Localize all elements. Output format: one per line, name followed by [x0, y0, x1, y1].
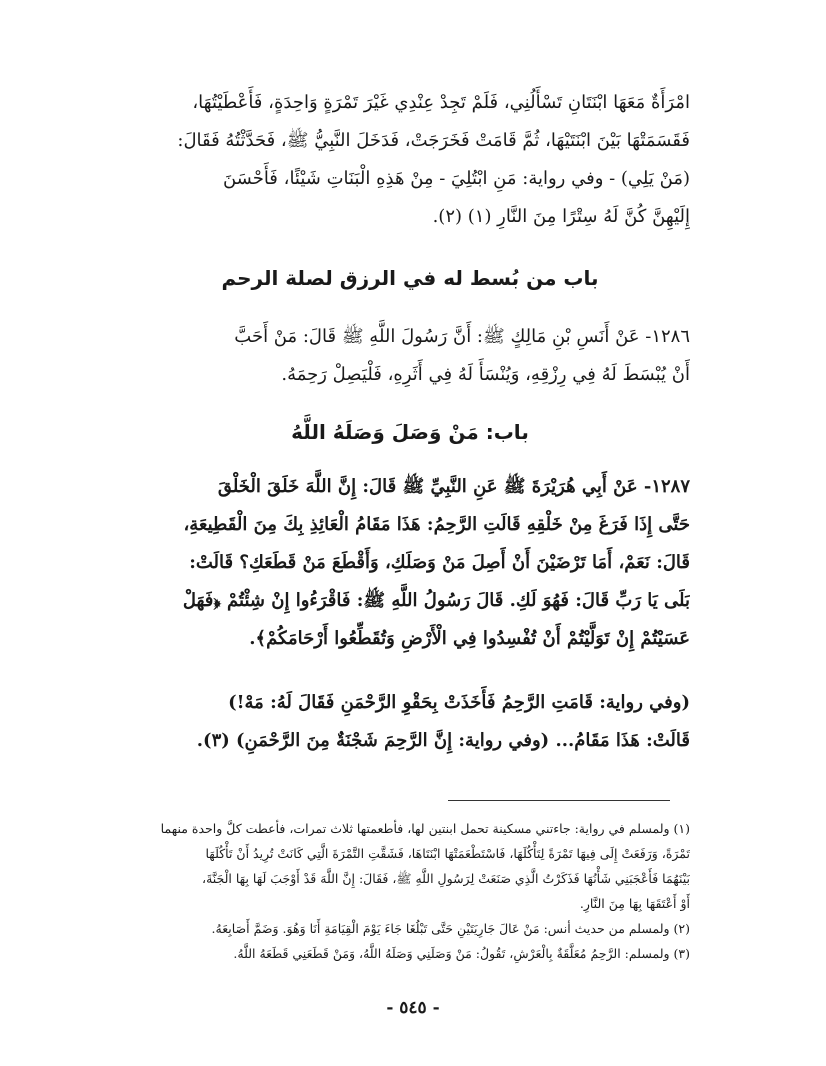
- text-line: ١٢٨٧- عَنْ أَبِي هُرَيْرَةَ ﷺ عَنِ النَّبِيِّ ﷺ قَالَ: إِنَّ اللَّهَ خَلَقَ الْخَلْقَ: [217, 476, 690, 497]
- passage-top: [130, 84, 690, 236]
- footnote-line: بَيْنَهُمَا فَأَعْجَبَنِي شَأْنُهَا فَذَكَرْتُ الَّذِي صَنَعَتْ لِرَسُولِ اللَّهِ ﷺ، فَقَالَ: إِنَّ اللَّهَ قَدْ أَوْجَبَ لَهَا بِهَا الْجَنَّةَ،: [202, 871, 690, 886]
- text-line: عَسَيْتُمْ إِنْ تَوَلَّيْتُمْ أَنْ تُفْسِدُوا فِي الْأَرْضِ وَتُقَطِّعُوا أَرْحَامَكُمْ﴾.: [249, 628, 690, 649]
- hadith-1287-riwaya: [130, 684, 690, 760]
- footnote-line: أَوْ أَعْتَقَهَا بِهَا مِنَ النَّارِ.: [579, 896, 690, 911]
- text-line: بَلَى يَا رَبِّ قَالَ: فَهُوَ لَكِ. قَالَ رَسُولُ اللَّهِ ﷺ: فَاقْرَءُوا إِنْ شِئْتُمْ ﴿فَهَلْ: [182, 590, 690, 611]
- text-line: (وفي رواية: قَامَتِ الرَّحِمُ فَأَخَذَتْ بِحَقْوِ الرَّحْمَنِ فَقَالَ لَهُ: مَهْ!): [228, 692, 690, 713]
- footnote-line: (٣) ولمسلم: الرَّحِمُ مُعَلَّقَةٌ بِالْعَرْشِ، تَقُولُ: مَنْ وَصَلَنِي وَصَلَهُ اللَّهُ، وَمَنْ قَطَعَنِي قَطَعَهُ اللَّهُ.: [233, 946, 690, 961]
- chapter-heading: باب من بُسط له في الرزق لصلة الرحم: [221, 266, 599, 290]
- page-number: - ٥٤٥ -: [386, 998, 440, 1018]
- chapter-heading: باب: مَنْ وَصَلَ وَصَلَهُ اللَّهُ: [291, 420, 529, 444]
- text-line: إِلَيْهِنَّ كُنَّ لَهُ سِتْرًا مِنَ النَّارِ (١) (٢).: [432, 206, 690, 227]
- footnote-divider: [448, 800, 670, 801]
- footnote-line: (١) ولمسلم في رواية: جاءتني مسكينة تحمل ابنتين لها، فأطعمتها ثلاث تمرات، فأعطت كلَّ واحدة منهما: [160, 821, 690, 836]
- text-line: (مَنْ يَلِي) - وفي رواية: مَنِ ابْتُلِيَ - مِنْ هَذِهِ الْبَنَاتِ شَيْئًا، فَأَحْسَنَ: [222, 168, 690, 189]
- hadith-1286: [130, 318, 690, 394]
- text-line: ١٢٨٦- عَنْ أَنَسِ بْنِ مَالِكٍ ﷺ: أَنَّ رَسُولَ اللَّهِ ﷺ قَالَ: مَنْ أَحَبَّ: [234, 326, 690, 347]
- footnote-line: تَمْرَةً، وَرَفَعَتْ إِلَى فِيهَا تَمْرَةً لِتَأْكُلَهَا، فَاسْتَطْعَمَتْهَا ابْنَتَاهَا، فَشَقَّتِ التَّمْرَةَ الَّتِي كَانَتْ تُرِيدُ أَنْ تَأْكُلَهَا: [205, 846, 690, 861]
- hadith-1287: [130, 468, 690, 658]
- footnote-line: (٢) ولمسلم من حديث أنس: مَنْ عَالَ جَارِيَتَيْنِ حَتَّى تَبْلُغَا جَاءَ يَوْمَ الْقِيَامَةِ أَنَا وَهُوَ. وَضَمَّ أَصَابِعَهُ.: [211, 921, 690, 936]
- footnotes: [130, 816, 690, 966]
- text-line: قَالَتْ: هَذَا مَقَامُ... (وفي رواية: إِنَّ الرَّحِمَ شَجْنَةٌ مِنَ الرَّحْمَنِ) (٣).: [196, 730, 690, 751]
- text-line: قَالَ: نَعَمْ، أَمَا تَرْضَيْنَ أَنْ أَصِلَ مَنْ وَصَلَكِ، وَأَقْطَعَ مَنْ قَطَعَكِ؟ قَالَتْ:: [189, 552, 690, 573]
- text-line: حَتَّى إِذَا فَرَغَ مِنْ خَلْقِهِ قَالَتِ الرَّحِمُ: هَذَا مَقَامُ الْعَائِذِ بِكَ مِنَ الْقَطِيعَةِ،: [183, 514, 690, 535]
- text-line: أَنْ يُبْسَطَ لَهُ فِي رِزْقِهِ، وَيُنْسَأَ لَهُ فِي أَثَرِهِ، فَلْيَصِلْ رَحِمَهُ.: [281, 364, 690, 385]
- text-line: امْرَأَةٌ مَعَهَا ابْنَتَانِ تَسْأَلُنِي، فَلَمْ تَجِدْ عِنْدِي غَيْرَ تَمْرَةٍ وَاحِدَةٍ، فَأَعْطَيْتُهَا،: [192, 92, 690, 113]
- text-line: فَقَسَمَتْهَا بَيْنَ ابْنَتَيْهَا، ثُمَّ قَامَتْ فَخَرَجَتْ، فَدَخَلَ النَّبِيُّ ﷺ، فَحَدَّثْتُهُ فَقَالَ:: [177, 130, 690, 151]
